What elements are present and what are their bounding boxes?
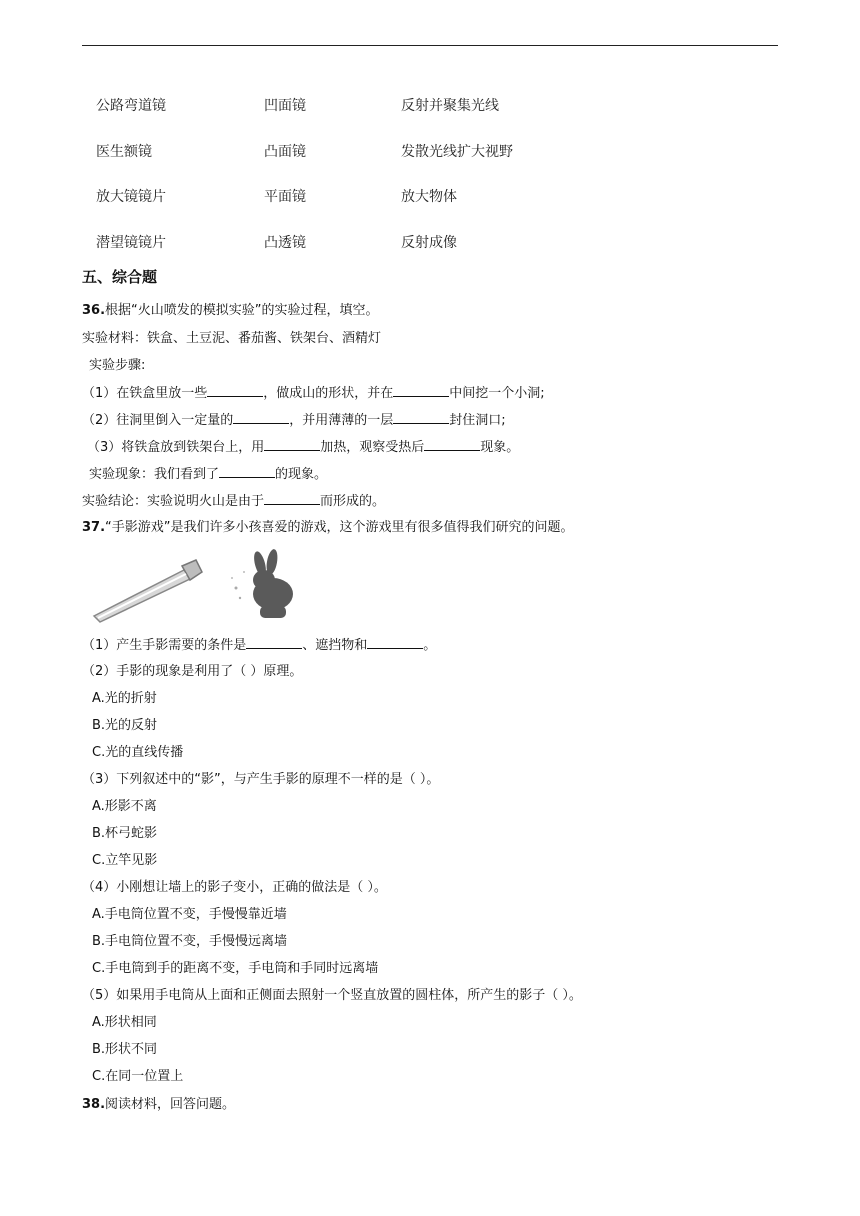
text: 中间挖一个小洞; [449,386,545,401]
text: 封住洞口; [449,413,506,428]
option[interactable]: C.在同一位置上 [92,1069,184,1084]
option[interactable]: A.光的折射 [92,691,157,706]
match-item: 平面镜 [264,189,306,205]
q36-step-3 [87,438,519,457]
text: （1）产生手影需要的条件是 [82,638,247,653]
q37-part-3: （3）下列叙述中的“影”，与产生手影的原理不一样的是（ ）。 [82,772,440,787]
q36-step-2 [82,411,506,430]
text: 、遮挡物和 [302,638,368,653]
answer-blank[interactable] [393,384,449,397]
text: （2）往洞里倒入一定量的 [82,413,234,428]
match-item: 放大物体 [401,189,457,205]
match-item: 凹面镜 [264,98,306,114]
question-text: 根据“火山喷发的模拟实验”的实验过程，填空。 [105,303,379,318]
text: （1）在铁盒里放一些 [82,386,208,401]
q37-part-4: （4）小刚想让墙上的影子变小，正确的做法是（ ）。 [82,880,387,895]
option[interactable]: C.光的直线传播 [92,745,184,760]
match-item: 凸面镜 [264,144,306,160]
answer-blank[interactable] [264,438,320,451]
text: 。 [423,638,437,653]
q36-materials: 实验材料：铁盒、土豆泥、番茄酱、铁架台、酒精灯 [82,331,382,346]
answer-blank[interactable] [219,465,275,478]
hand-shadow-illustration [88,548,308,626]
answer-blank[interactable] [424,438,480,451]
q36-stem [82,302,379,320]
q38-stem [82,1096,235,1114]
text: 实验现象：我们看到了 [89,467,220,482]
q37-part-1 [82,636,436,655]
text: 实验结论：实验说明火山是由于 [82,494,265,509]
q37-part-5: （5）如果用手电筒从上面和正侧面去照射一个竖直放置的圆柱体，所产生的影子（ ）。 [82,988,582,1003]
option[interactable]: B.杯弓蛇影 [92,826,158,841]
match-item: 潜望镜镜片 [96,235,166,251]
q36-steps-label: 实验步骤: [89,358,146,373]
question-number: 37. [82,520,106,535]
match-item: 放大镜镜片 [96,189,166,205]
match-item: 公路弯道镜 [96,98,166,114]
question-number: 36. [82,303,106,318]
text: 的现象。 [275,467,328,482]
match-item: 反射成像 [401,235,457,251]
match-item: 发散光线扩大视野 [401,144,513,160]
answer-blank[interactable] [233,411,289,424]
question-text: “手影游戏”是我们许多小孩喜爱的游戏，这个游戏里有很多值得我们研究的问题。 [105,520,574,535]
option[interactable]: B.形状不同 [92,1042,158,1057]
q36-phenomenon [89,465,327,484]
flashlight-icon [94,560,202,622]
section-title: 五、综合题 [82,268,158,286]
option[interactable]: C.立竿见影 [92,853,158,868]
q37-part-2: （2）手影的现象是利用了（ ）原理。 [82,664,303,679]
answer-blank[interactable] [367,636,423,649]
question-number: 38. [82,1097,106,1112]
q36-conclusion [82,492,385,511]
answer-blank[interactable] [264,492,320,505]
text: 现象。 [480,440,520,455]
text: ，并用薄薄的一层 [289,413,394,428]
q37-stem [82,519,574,537]
match-item: 医生额镜 [96,144,152,160]
answer-blank[interactable] [207,384,263,397]
question-text: 阅读材料，回答问题。 [105,1097,236,1112]
option[interactable]: A.形状相同 [92,1015,157,1030]
q36-step-1 [82,384,545,403]
text: ，做成山的形状，并在 [263,386,394,401]
text: 而形成的。 [320,494,386,509]
text: （3）将铁盒放到铁架台上，用 [87,440,265,455]
text: 加热，观察受热后 [320,440,425,455]
answer-blank[interactable] [246,636,302,649]
header-rule [82,45,778,46]
match-item: 凸透镜 [264,235,306,251]
option[interactable]: A.形影不离 [92,799,157,814]
option[interactable]: B.光的反射 [92,718,158,733]
option[interactable]: B.手电筒位置不变，手慢慢远离墙 [92,934,288,949]
rabbit-shadow-icon [231,548,293,618]
option[interactable]: A.手电筒位置不变，手慢慢靠近墙 [92,907,287,922]
answer-blank[interactable] [393,411,449,424]
match-item: 反射并聚集光线 [401,98,499,114]
option[interactable]: C.手电筒到手的距离不变，手电筒和手同时远离墙 [92,961,379,976]
